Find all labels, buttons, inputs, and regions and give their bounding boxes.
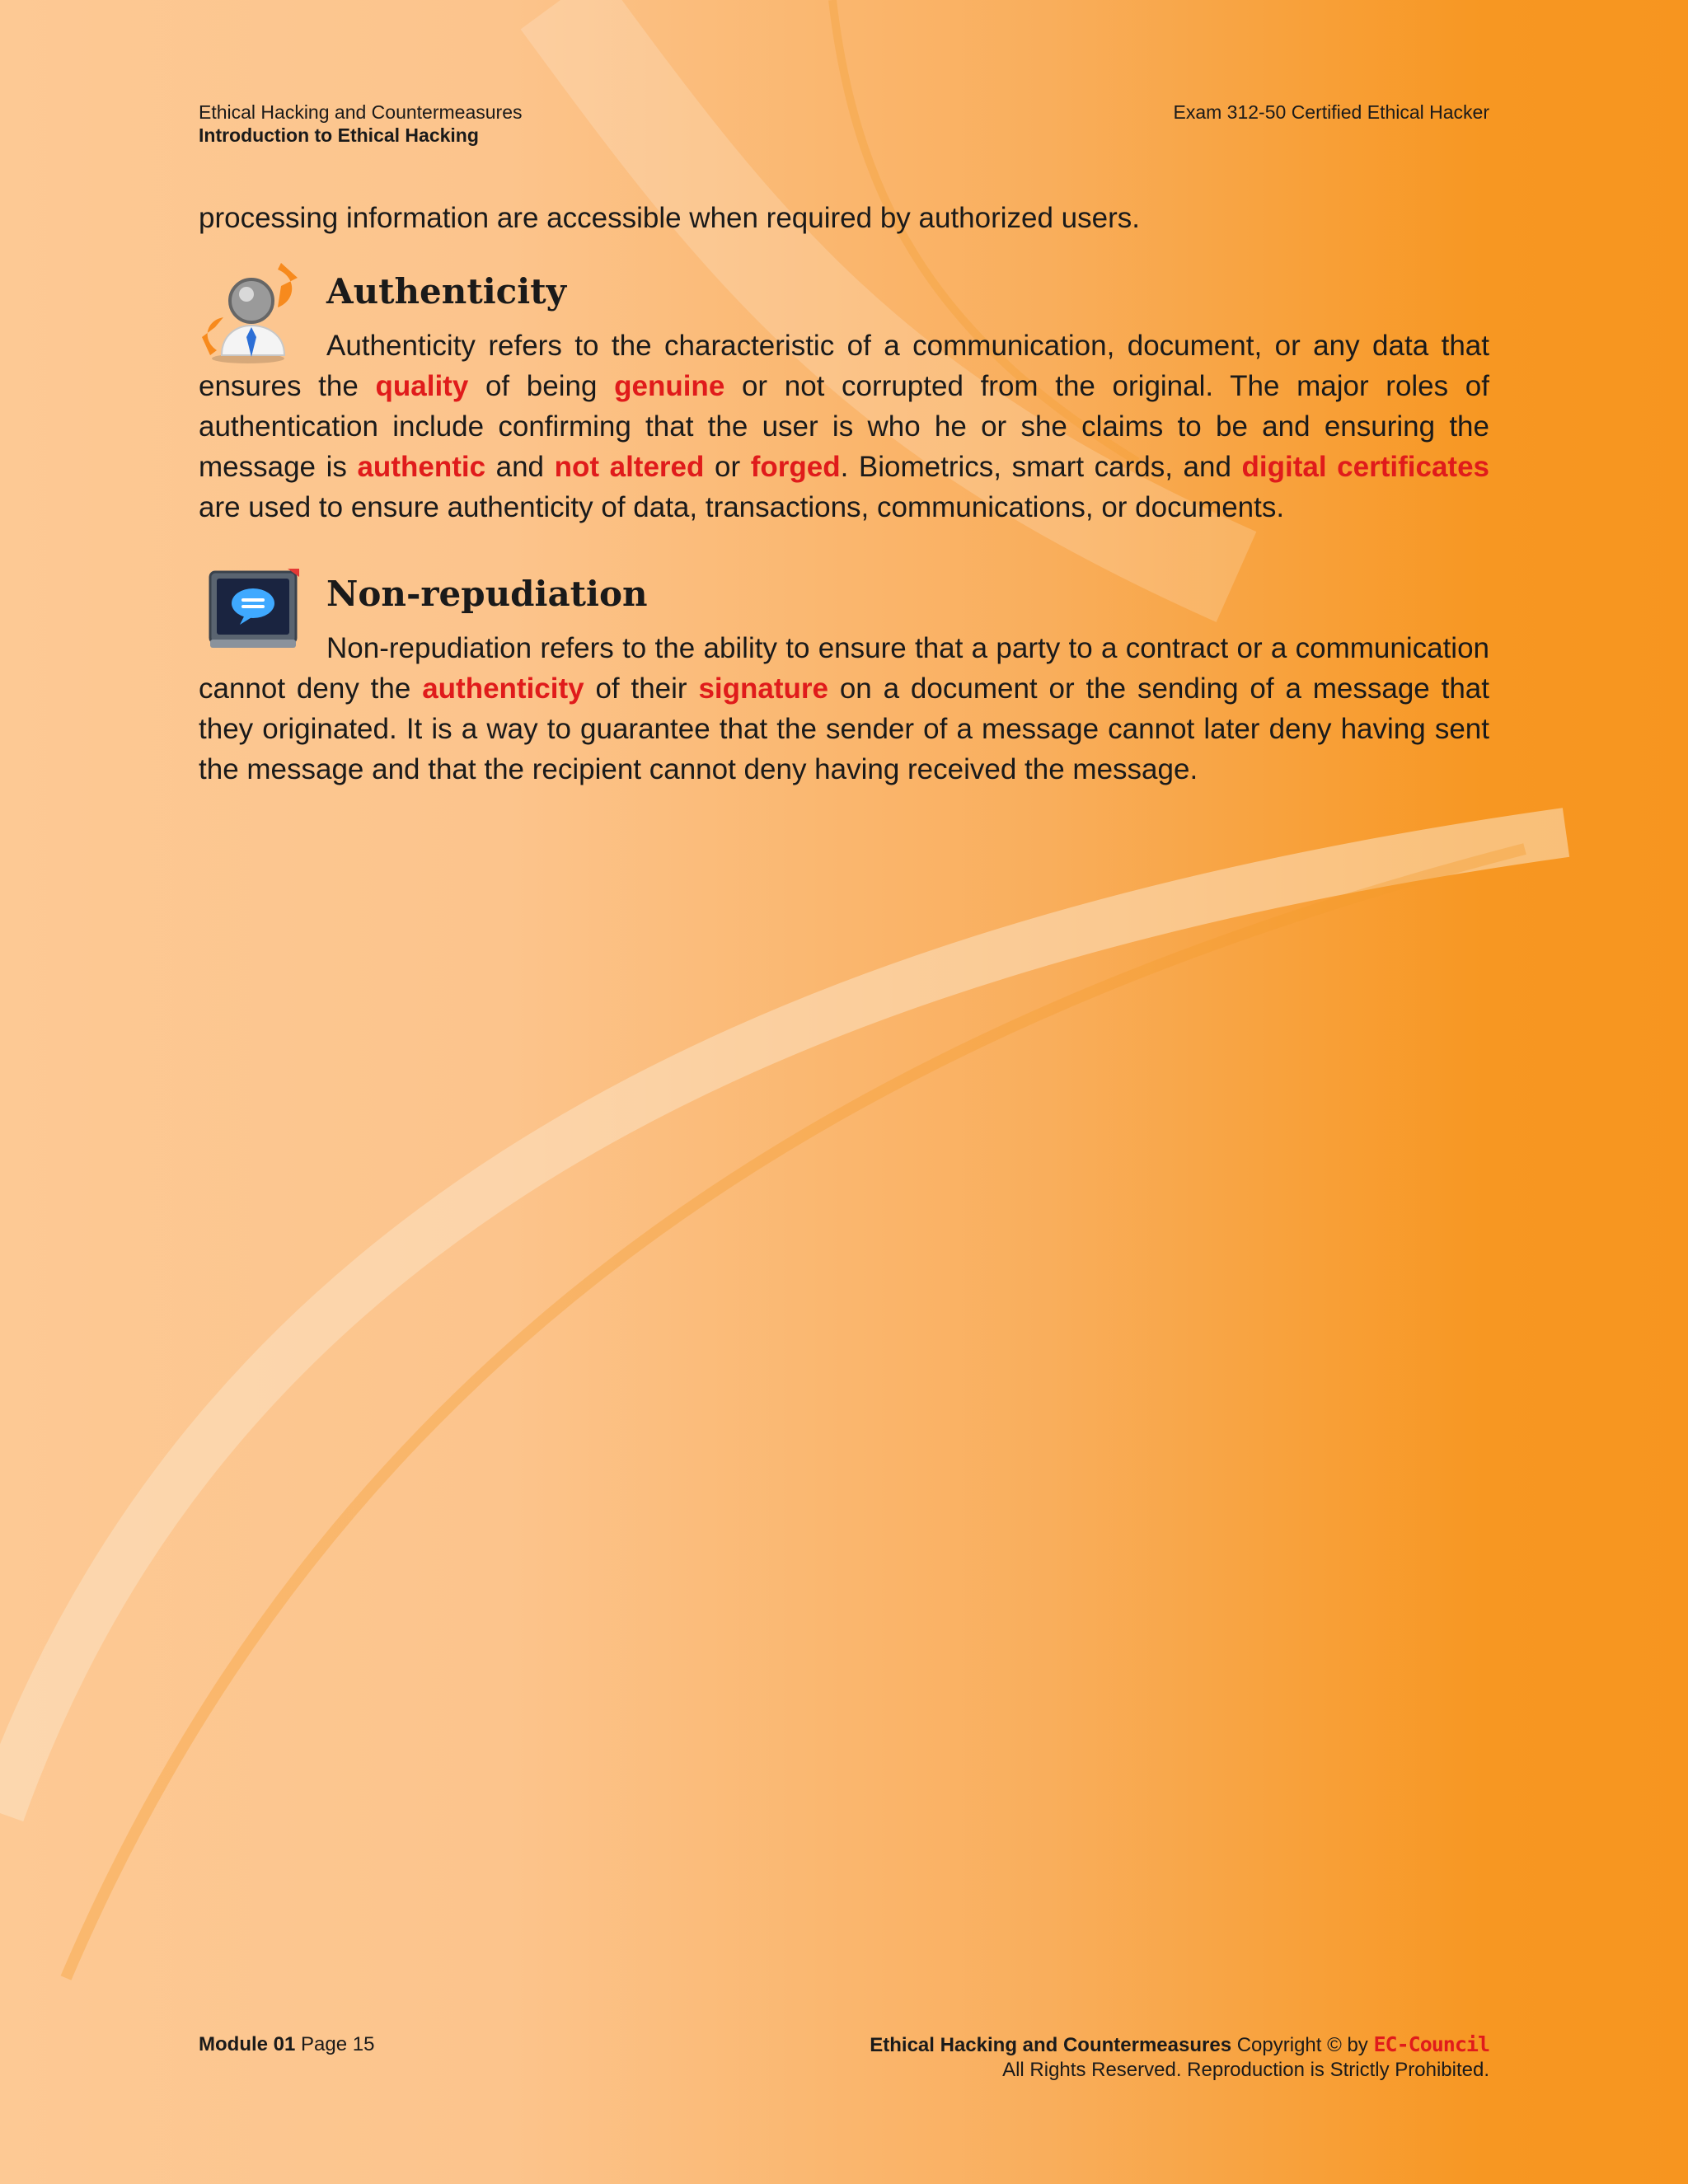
text-run: Authenticity refers to the characteristic of a communication, document, or any data that ensures the — [199, 330, 1489, 402]
text-run: are used to ensure authenticity of data, transactions, communications, or documents. — [199, 491, 1285, 523]
text-run: Non-repudiation refers to the ability to ensure that a party to a contract or a communication cannot deny the — [199, 632, 1489, 705]
highlight-term: signature — [698, 673, 828, 705]
text-run: or — [704, 451, 751, 483]
paragraph-authenticity — [199, 326, 1489, 527]
highlight-term: authenticity — [422, 673, 584, 705]
header-exam: Exam 312-50 Certified Ethical Hacker — [1173, 101, 1489, 123]
running-header-left — [199, 101, 522, 147]
section-title-non-repudiation: Non-repudiation — [326, 574, 648, 614]
user-search-refresh-icon — [199, 258, 306, 365]
footer-rights: All Rights Reserved. Reproduction is Strictly Prohibited. — [1002, 2059, 1489, 2081]
highlight-term: digital certificates — [1241, 451, 1489, 483]
highlight-term: forged — [750, 451, 841, 483]
footer-module-label: Module 01 — [199, 2033, 296, 2055]
text-run: of being — [468, 370, 615, 402]
paragraph-non-repudiation — [199, 628, 1489, 790]
highlight-term: authentic — [357, 451, 486, 483]
text-run: and — [485, 451, 555, 483]
footer-page-label: Page 15 — [301, 2033, 375, 2055]
text-run: of their — [584, 673, 699, 705]
page-content — [199, 198, 1489, 790]
text-run: on a document or the sending of a message that they originated. It is a way to guarantee that the sender of a message cannot later deny having sent the message and that the recipient cannot deny having received the message. — [199, 673, 1489, 785]
text-run: . Biometrics, smart cards, and — [840, 451, 1242, 483]
highlight-term: genuine — [614, 370, 725, 402]
text-run: or not corrupted from the original. The major roles of authentication include confirming that the user is who he or she claims to be and ensuring the message is — [199, 370, 1489, 483]
section-title-authenticity: Authenticity — [326, 271, 567, 312]
header-module-title: Introduction to Ethical Hacking — [199, 124, 479, 146]
header-course: Ethical Hacking and Countermeasures — [199, 101, 523, 123]
highlight-term: not altered — [554, 451, 705, 483]
monitor-chat-icon — [199, 560, 306, 668]
lead-text: processing information are accessible when required by authorized users. — [199, 202, 1140, 234]
footer-copyright — [870, 2032, 1489, 2083]
section-authenticity — [199, 258, 1489, 527]
footer-copyright-title: Ethical Hacking and Countermeasures — [870, 2034, 1232, 2056]
footer-page-info — [199, 2032, 374, 2057]
highlight-term: quality — [375, 370, 469, 402]
footer-copyright-by: Copyright © by — [1236, 2034, 1368, 2056]
section-non-repudiation — [199, 560, 1489, 790]
ec-council-logo-text: EC-Council — [1373, 2032, 1489, 2056]
